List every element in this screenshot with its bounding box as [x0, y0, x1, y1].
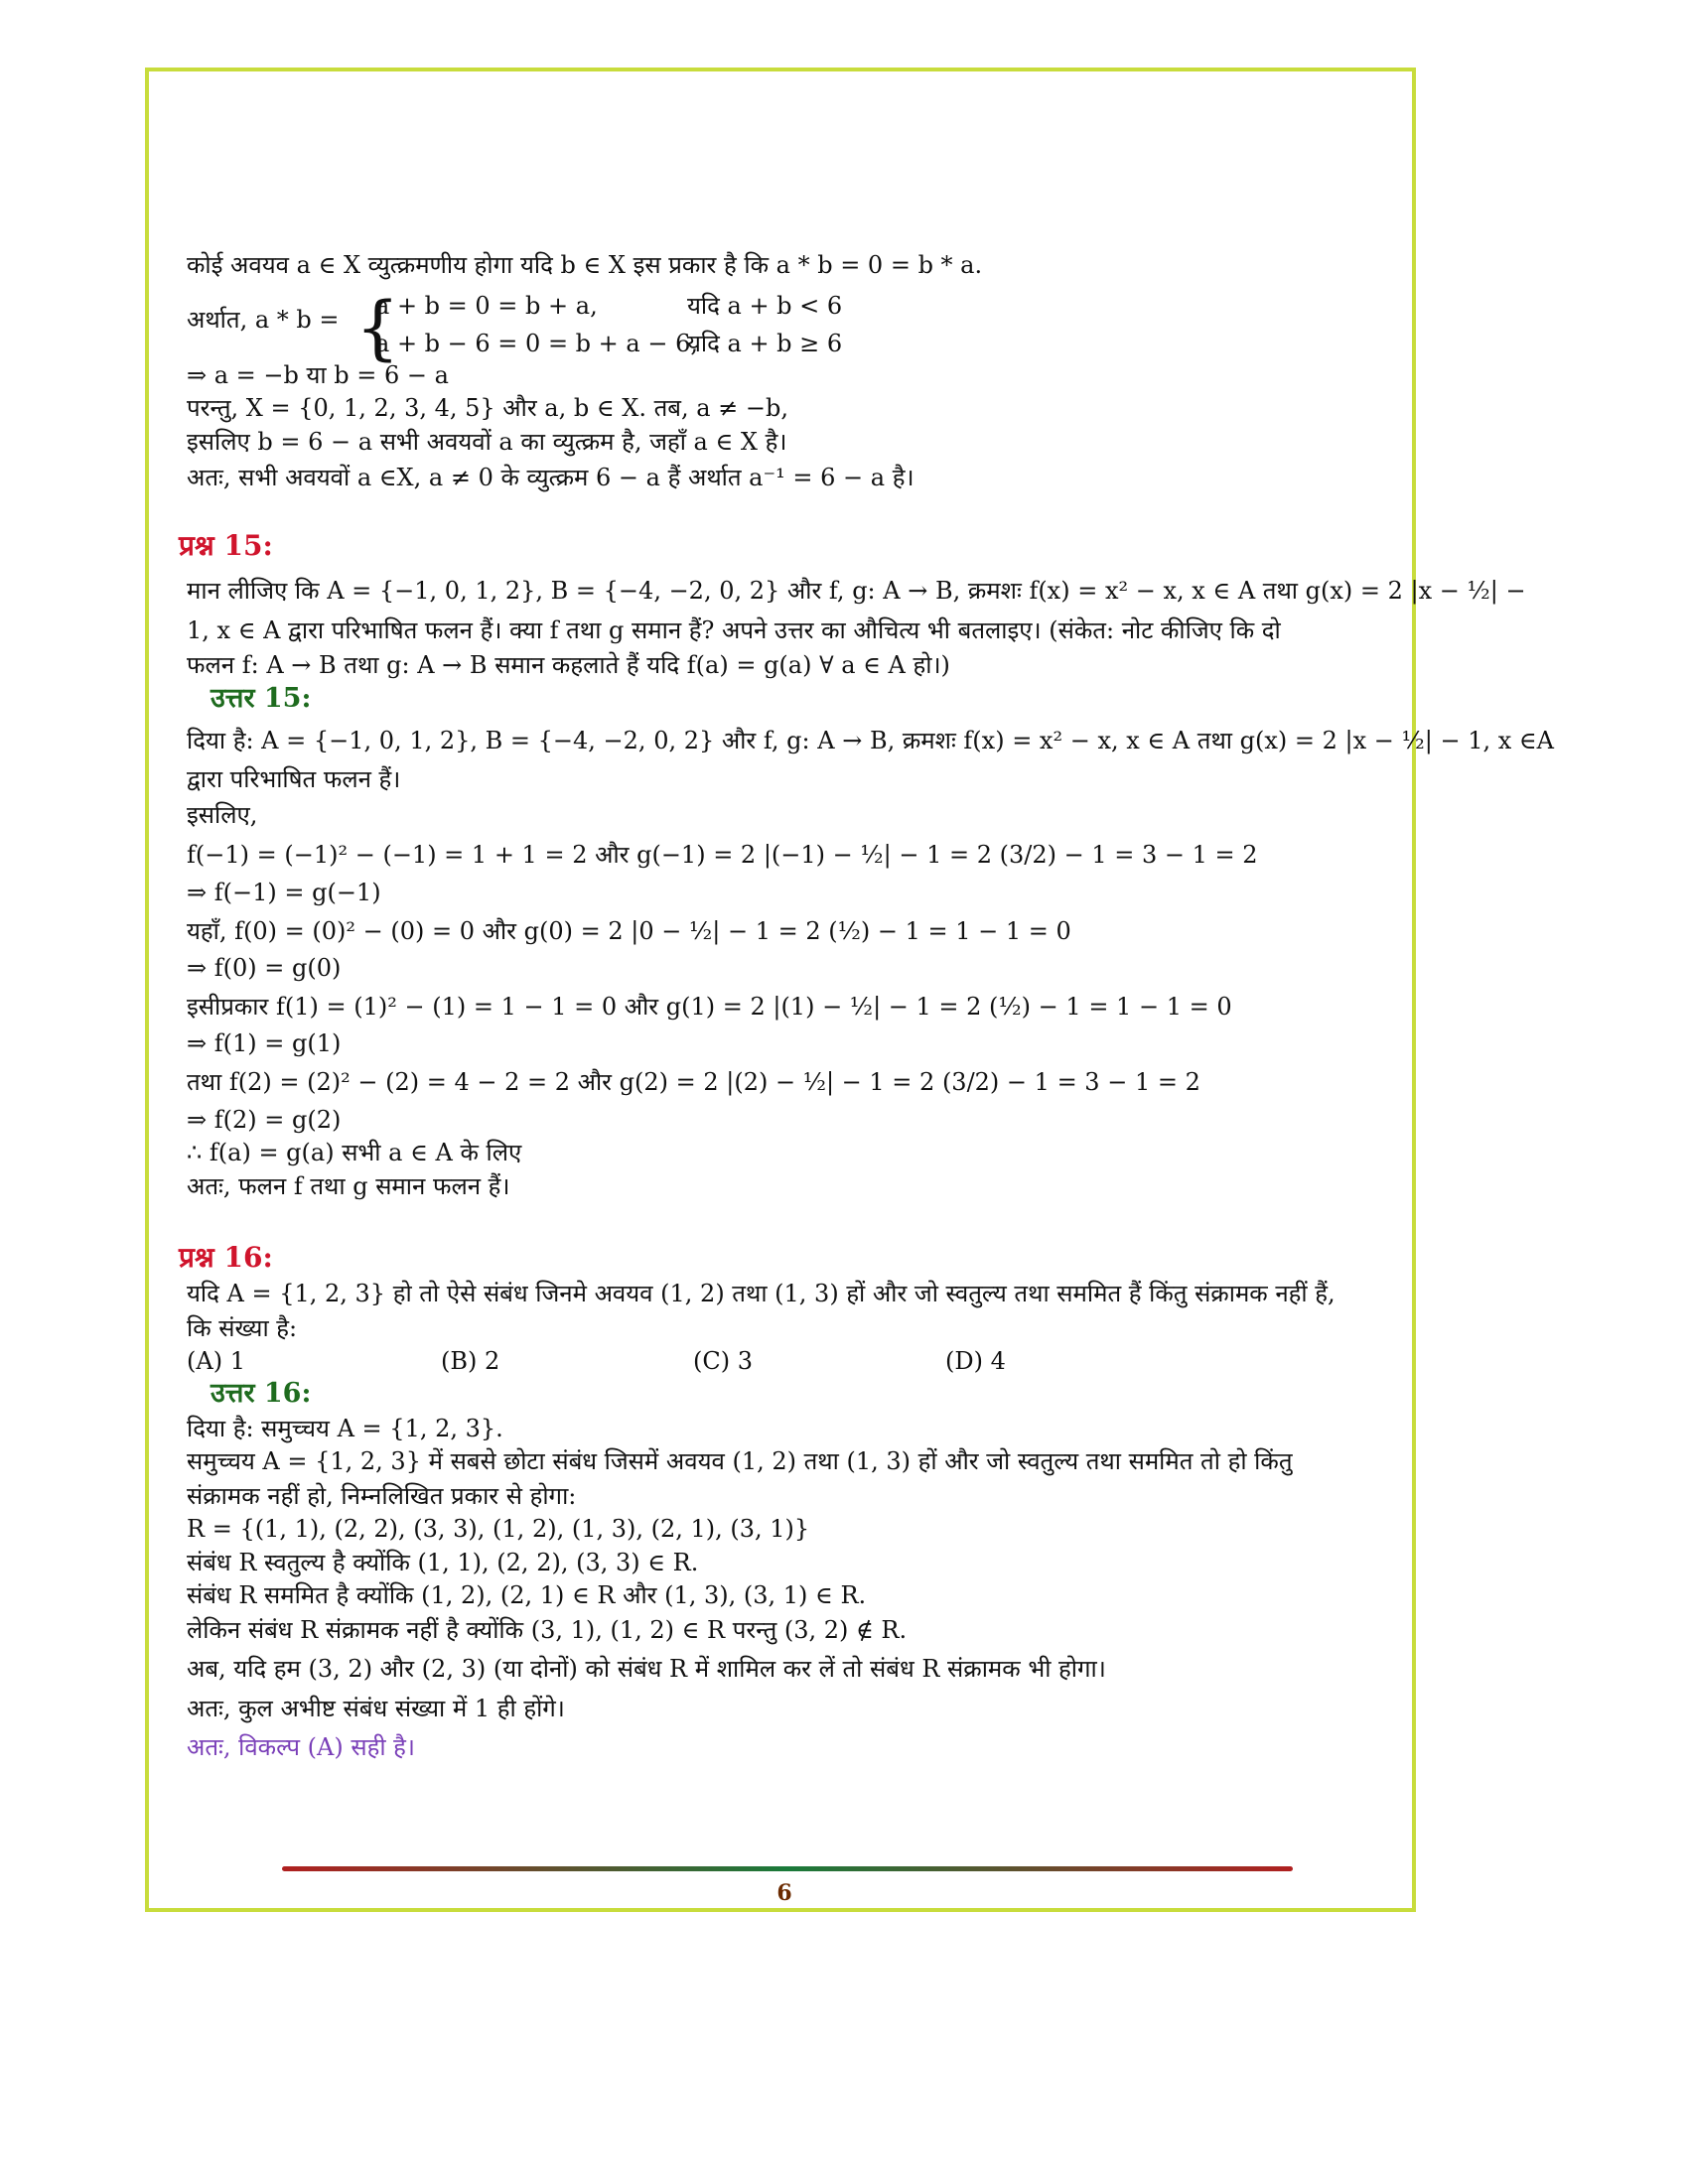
answer-16-line: लेकिन संबंध R संक्रामक नहीं है क्योंकि (3, 1), (1, 2) ∈ R परन्तु (3, 2) ∉ R.	[187, 1616, 908, 1644]
question-15-text: फलन f: A → B तथा g: A → B समान कहलाते हैं यदि f(a) = g(a) ∀ a ∈ A हो।)	[187, 651, 950, 679]
footer-divider	[282, 1866, 1293, 1871]
intro-line: कोई अवयव a ∈ X व्युत्क्रमणीय होगा यदि b ∈ X इस प्रकार है कि a * b = 0 = b * a.	[187, 251, 983, 279]
answer-16-heading: उत्तर 16:	[211, 1378, 312, 1409]
brace: {	[355, 287, 400, 368]
question-16-heading: प्रश्न 16:	[179, 1241, 273, 1274]
intro-line: परन्तु, X = {0, 1, 2, 3, 4, 5} और a, b ∈ X. तब, a ≠ −b,	[187, 394, 789, 422]
question-15-text: मान लीजिए कि A = {−1, 0, 1, 2}, B = {−4, −2, 0, 2} और f, g: A → B, क्रमशः f(x) = x² − x, x ∈ A तथा g(x) = 2 |x − ½| −	[187, 577, 1526, 605]
intro-case-label: अर्थात, a * b =	[187, 306, 340, 334]
page-number: 6	[776, 1880, 792, 1906]
answer-16-line: संबंध R सममित है क्योंकि (1, 2), (2, 1) ∈ R और (1, 3), (3, 1) ∈ R.	[187, 1581, 867, 1609]
option-b: (B) 2	[441, 1347, 500, 1375]
answer-15-line: ⇒ f(−1) = g(−1)	[187, 879, 381, 906]
answer-15-line: द्वारा परिभाषित फलन हैं।	[187, 765, 401, 793]
answer-15-line: दिया है: A = {−1, 0, 1, 2}, B = {−4, −2, 0, 2} और f, g: A → B, क्रमशः f(x) = x² − x, x ∈ A तथा g(x) = 2 |x − ½| − 1, x ∈A	[187, 727, 1555, 754]
answer-15-line: इसलिए,	[187, 801, 258, 829]
answer-15-line: तथा f(2) = (2)² − (2) = 4 − 2 = 2 और g(2) = 2 |(2) − ½| − 1 = 2 (3/2) − 1 = 3 − 1 = 2	[187, 1068, 1200, 1096]
answer-15-line: इसीप्रकार f(1) = (1)² − (1) = 1 − 1 = 0 और g(1) = 2 |(1) − ½| − 1 = 2 (½) − 1 = 1 − 1 = 0	[187, 993, 1232, 1021]
intro-line: अतः, सभी अवयवों a ∈X, a ≠ 0 के व्युत्क्रम 6 − a हैं अर्थात a⁻¹ = 6 − a है।	[187, 464, 914, 491]
answer-16-line: अब, यदि हम (3, 2) और (2, 3) (या दोनों) को संबंध R में शामिल कर लें तो संबंध R संक्रामक भी होगा।	[187, 1655, 1106, 1683]
answer-16-line: R = {(1, 1), (2, 2), (3, 3), (1, 2), (1, 3), (2, 1), (3, 1)}	[187, 1515, 810, 1543]
answer-15-line: ⇒ f(1) = g(1)	[187, 1029, 342, 1057]
question-16-text: कि संख्या है:	[187, 1314, 298, 1342]
question-15-heading: प्रश्न 15:	[179, 529, 273, 562]
case2-cond: यदि a + b ≥ 6	[687, 330, 843, 357]
answer-16-line: अतः, कुल अभीष्ट संबंध संख्या में 1 ही होंगे।	[187, 1695, 565, 1722]
question-16-text: यदि A = {1, 2, 3} हो तो ऐसे संबंध जिनमे अवयव (1, 2) तथा (1, 3) हों और जो स्वतुल्य तथा सममित हैं किंतु संक्रामक नहीं हैं,	[187, 1280, 1336, 1307]
option-a: (A) 1	[187, 1347, 245, 1375]
answer-16-conclusion: अतः, विकल्प (A) सही है।	[187, 1733, 416, 1761]
answer-15-line: ∴ f(a) = g(a) सभी a ∈ A के लिए	[187, 1139, 522, 1166]
answer-15-line: यहाँ, f(0) = (0)² − (0) = 0 और g(0) = 2 |0 − ½| − 1 = 2 (½) − 1 = 1 − 1 = 0	[187, 917, 1071, 945]
answer-16-line: समुच्चय A = {1, 2, 3} में सबसे छोटा संबंध जिसमें अवयव (1, 2) तथा (1, 3) हों और जो स्वतुल्य तथा सममित तो हो किंतु	[187, 1447, 1293, 1475]
answer-15-heading: उत्तर 15:	[211, 683, 312, 714]
case1: a + b = 0 = b + a,	[375, 292, 598, 320]
answer-16-line: संबंध R स्वतुल्य है क्योंकि (1, 1), (2, 2), (3, 3) ∈ R.	[187, 1549, 699, 1576]
intro-line: इसलिए b = 6 − a सभी अवयवों a का व्युत्क्रम है, जहाँ a ∈ X है।	[187, 428, 787, 456]
option-c: (C) 3	[693, 1347, 753, 1375]
answer-15-line: अतः, फलन f तथा g समान फलन हैं।	[187, 1172, 510, 1200]
intro-line: ⇒ a = −b या b = 6 − a	[187, 361, 449, 389]
answer-15-line: ⇒ f(2) = g(2)	[187, 1106, 342, 1134]
answer-15-line: ⇒ f(0) = g(0)	[187, 954, 342, 982]
answer-16-line: संक्रामक नहीं हो, निम्नलिखित प्रकार से होगा:	[187, 1482, 577, 1510]
option-d: (D) 4	[945, 1347, 1006, 1375]
case2: a + b − 6 = 0 = b + a − 6,	[375, 330, 698, 357]
case1-cond: यदि a + b < 6	[687, 292, 843, 320]
answer-15-line: f(−1) = (−1)² − (−1) = 1 + 1 = 2 और g(−1) = 2 |(−1) − ½| − 1 = 2 (3/2) − 1 = 3 − 1 = 2	[187, 841, 1258, 869]
answer-16-line: दिया है: समुच्चय A = {1, 2, 3}.	[187, 1415, 503, 1442]
question-15-text: 1, x ∈ A द्वारा परिभाषित फलन हैं। क्या f तथा g समान हैं? अपने उत्तर का औचित्य भी बतलाइए। (संकेत: नोट कीजिए कि दो	[187, 616, 1281, 644]
